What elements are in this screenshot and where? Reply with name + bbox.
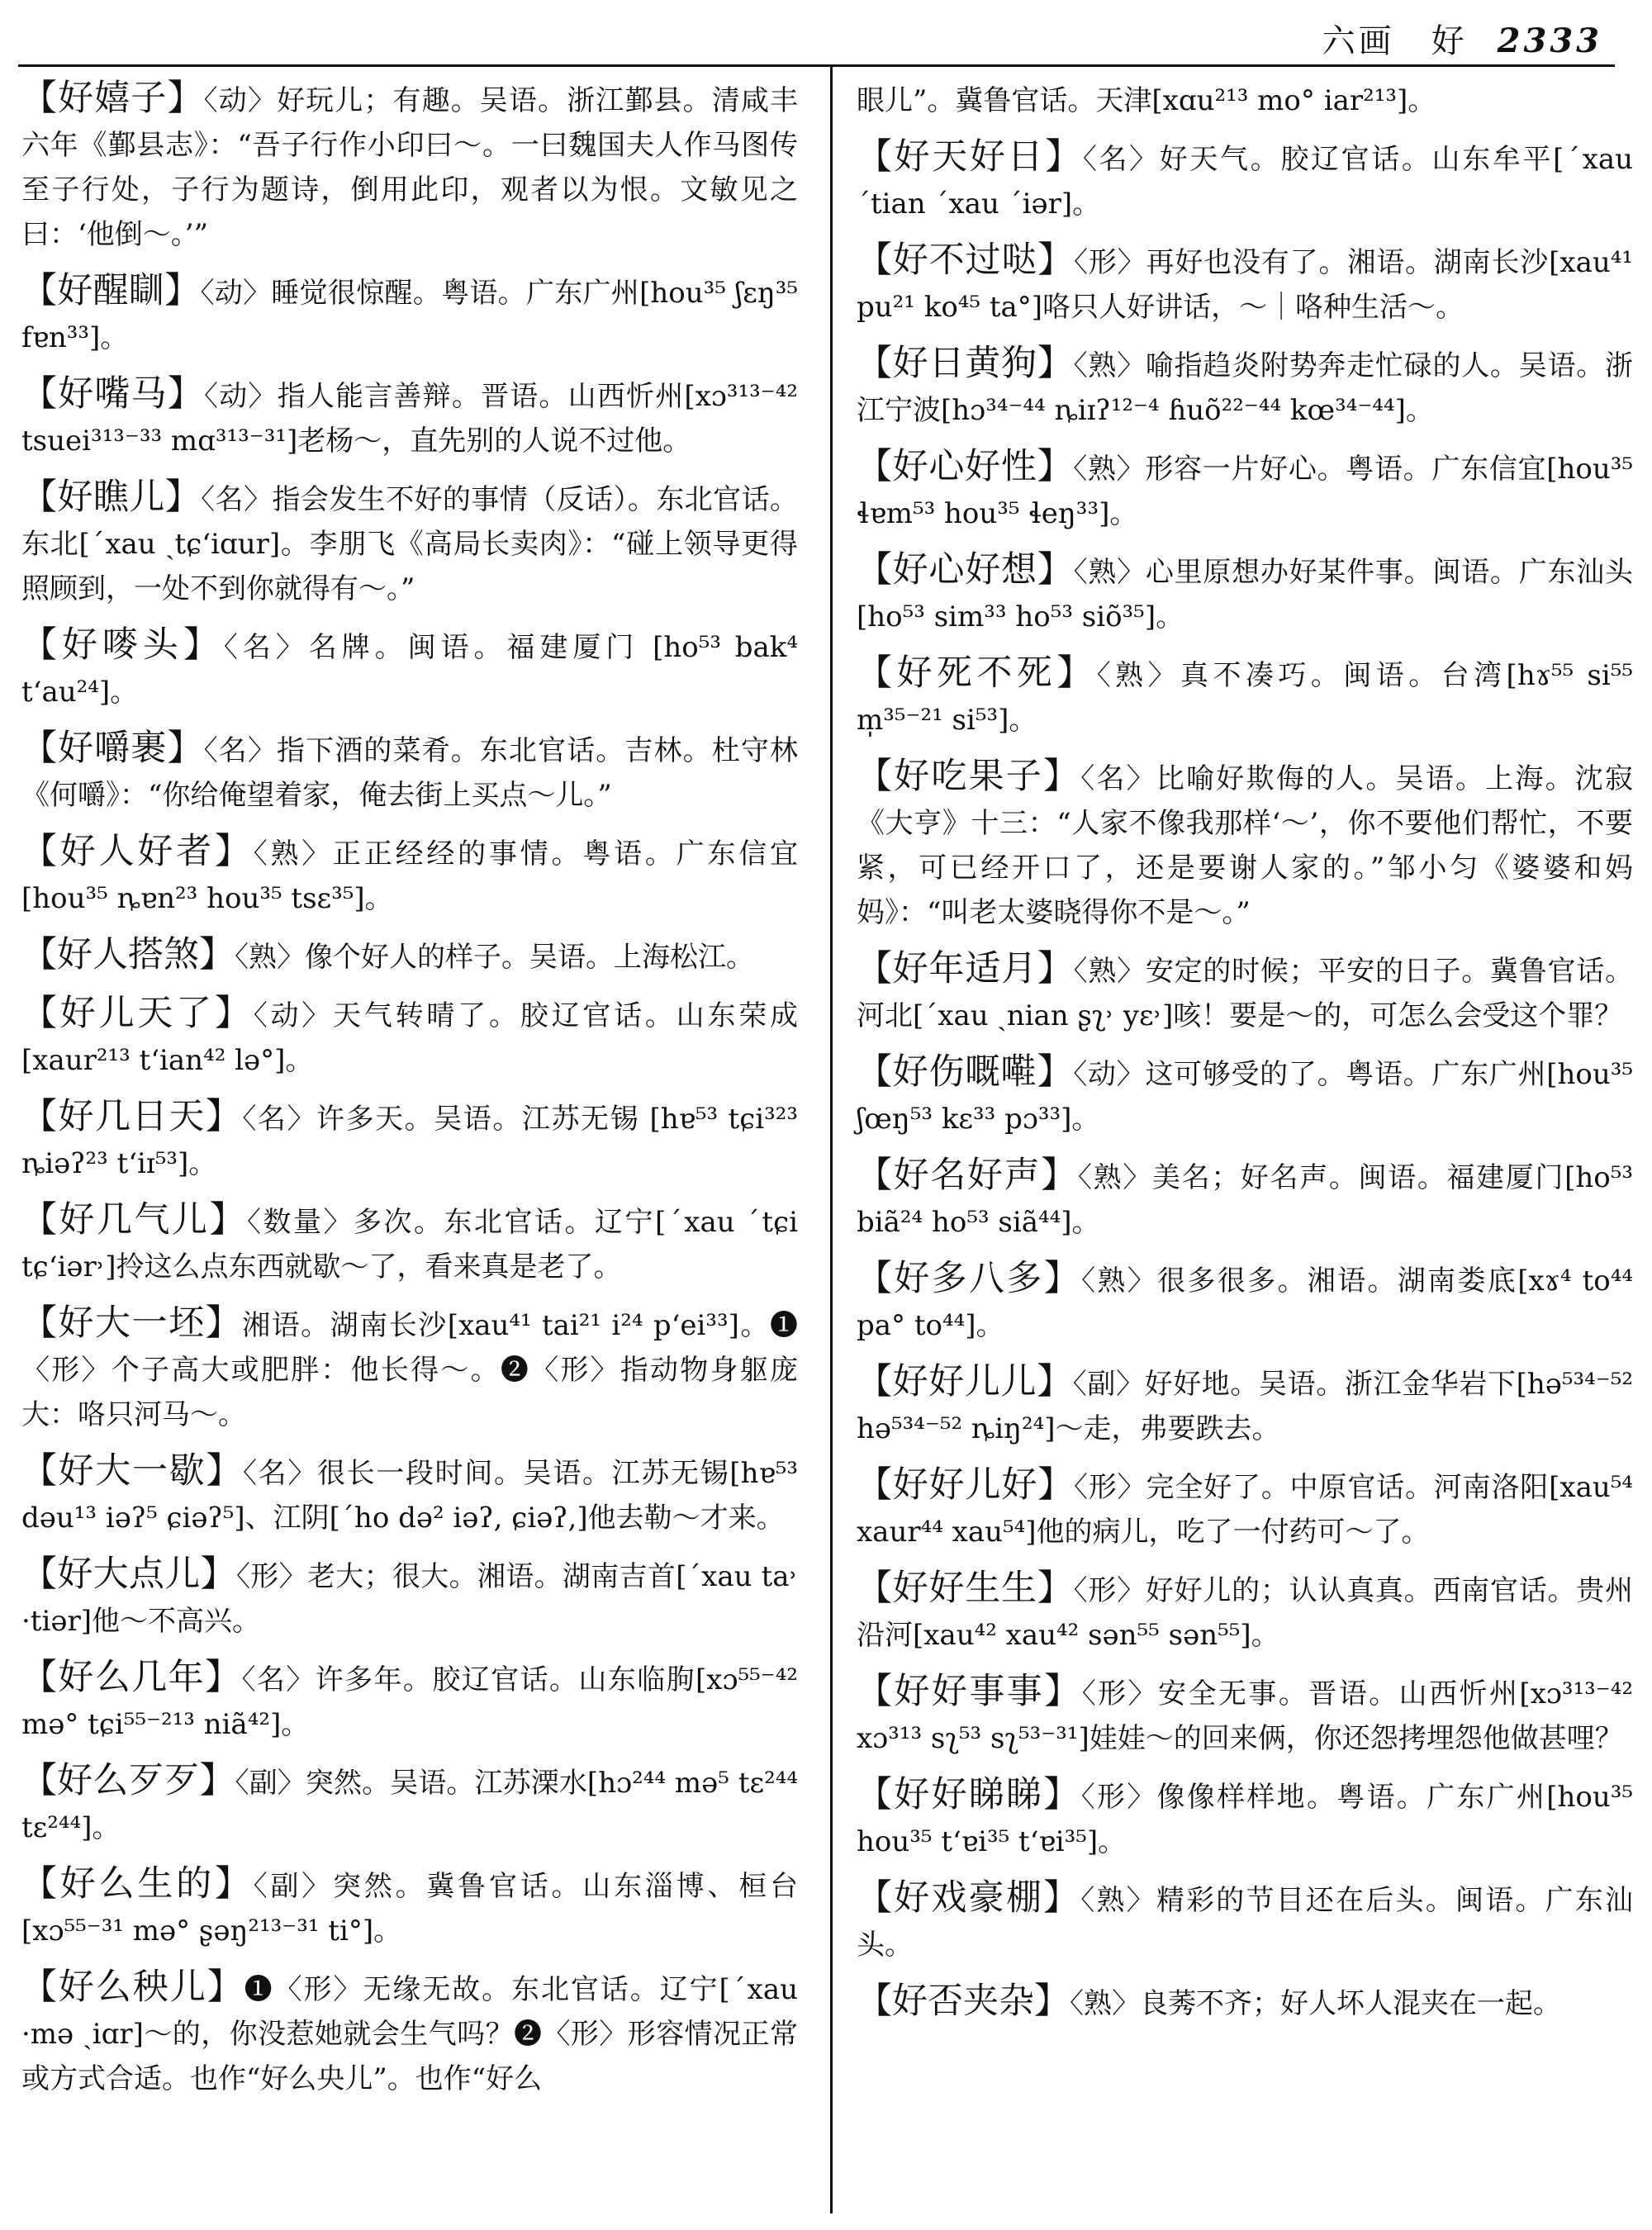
dict-entry	[21, 1301, 798, 1437]
dict-entry	[21, 829, 798, 921]
definition: 〈副〉突然。吴语。江苏溧水[hɔ²⁴⁴ mə⁵ tɛ²⁴⁴ tɛ²⁴⁴]。	[21, 1767, 798, 1844]
dict-entry	[857, 1050, 1633, 1141]
dict-entry	[21, 1965, 798, 2101]
section-label: 六画 好	[1322, 22, 1468, 60]
headword: 【好好事事】	[857, 1671, 1082, 1712]
headword: 【好儿天了】	[21, 993, 254, 1034]
definition: 〈名〉指下酒的菜肴。东北官话。吉林。杜守林《何嚼》：“你给俺望着家，俺去街上买点～儿。”	[21, 734, 799, 812]
definition: 〈熟〉良莠不齐；好人坏人混夹在一起。	[1070, 1987, 1561, 2020]
dict-entry	[21, 1655, 798, 1747]
headword: 【好么秧儿】	[21, 1967, 244, 2008]
definition: 〈动〉这可够受的了。粤语。广东广州[hou³⁵ ʃœŋ⁵³ kɛ³³ pɔ³³]。	[857, 1058, 1633, 1136]
headword: 【好人好者】	[21, 831, 254, 872]
headword: 【好大一歇】	[21, 1450, 243, 1492]
dict-entry	[857, 1876, 1633, 1967]
definition: 〈熟〉形容一片好心。粤语。广东信宜[hou³⁵ ɬɐm⁵³ hou³⁵ ɬeŋ³³]。	[857, 453, 1633, 530]
dict-entry	[857, 238, 1633, 330]
dict-entry	[21, 76, 798, 257]
dict-entry	[857, 1669, 1633, 1761]
dict-entry	[21, 1198, 798, 1289]
dict-entry	[857, 76, 1633, 123]
dict-entry	[21, 991, 798, 1083]
dict-entry	[21, 1758, 798, 1850]
definition: 〈形〉完全好了。中原官话。河南洛阳[xau⁵⁴ xaur⁴⁴ xau⁵⁴]他的病儿，吃了一付药可～了。	[857, 1471, 1634, 1549]
headword: 【好心好想】	[857, 549, 1074, 591]
definition: 〈形〉好好儿的；认认真真。西南官话。贵州沿河[xau⁴² xau⁴² sən⁵⁵ sən⁵⁵]。	[857, 1574, 1634, 1652]
headword: 【好瞧儿】	[21, 477, 202, 518]
dict-entry	[857, 651, 1633, 743]
dict-entry	[21, 623, 798, 714]
headword: 【好名好声】	[857, 1155, 1078, 1196]
dict-entry	[21, 372, 798, 463]
definition: 〈名〉许多天。吴语。江苏无锡 [hɐ⁵³ tɕi³²³ ȵiəʔ²³ tʻiɪ⁵³]。	[21, 1103, 799, 1180]
dict-entry	[21, 475, 798, 611]
dict-entry	[857, 548, 1633, 639]
definition: 〈动〉指人能言善辩。晋语。山西忻州[xɔ³¹³⁻⁴² tsuei³¹³⁻³³ mɑ³¹³⁻³¹]老杨～，直先别的人说不过他。	[21, 380, 799, 458]
dict-entry	[21, 1094, 798, 1186]
dict-entry	[857, 444, 1633, 536]
definition: 〈名〉指会发生不好的事情（反话）。东北官话。东北[ˊxau ˏtɕʻiɑur]。李朋飞《高局长卖肉》：“碰上领导更得照顾到，一处不到你就得有～。”	[21, 483, 799, 605]
definition: 眼儿”。冀鲁官话。天津[xɑu²¹³ mo° iar²¹³]。	[857, 84, 1436, 117]
headword: 【好好儿好】	[857, 1464, 1074, 1506]
headword: 【好多八多】	[857, 1258, 1082, 1299]
dict-entry	[857, 1359, 1633, 1451]
definition: 〈熟〉精彩的节目还在后头。闽语。广东汕头。	[857, 1884, 1633, 1962]
definition: 〈名〉好天气。胶辽官话。山东牟平[ˊxau ˊtian ˊxau ˊiər]。	[857, 143, 1634, 221]
dict-entry	[857, 341, 1633, 433]
headword: 【好几气儿】	[21, 1199, 247, 1241]
headword: 【好么歹歹】	[21, 1760, 235, 1801]
dict-entry	[21, 932, 798, 980]
right-column	[857, 76, 1633, 2038]
definition: ❶〈形〉无缘无故。东北官话。辽宁[ˊxau ·mə ˏiɑr]～的，你没惹她就会生气吗？❷〈形〉形容情况正常或方式合适。也作“好么央儿”。也作“好么	[21, 1973, 799, 2095]
definition: 〈数量〉多次。东北官话。辽宁[ˊxau ˊtɕi tɕʻiər˒]拎这么点东西就歇～了，看来真是老了。	[21, 1206, 798, 1283]
header-rule	[18, 64, 1615, 67]
definition: 〈熟〉心里原想办好某件事。闽语。广东汕头[ho⁵³ sim³³ ho⁵³ siõ³⁵]。	[857, 556, 1634, 633]
definition: 〈副〉好好地。吴语。浙江金华岩下[hə⁵³⁴⁻⁵² hə⁵³⁴⁻⁵² ȵiŋ²⁴]～走，弗要跌去。	[857, 1368, 1633, 1445]
definition: 〈名〉比喻好欺侮的人。吴语。上海。沈寂《大亨》十三：“人家不像我那样‘～’，你不要他们帮忙，不要紧，可已经开口了，还是要谢人家的。”邹小匀《婆婆和妈妈》：“叫老太婆晓得你不是～。”	[857, 762, 1633, 929]
headword: 【好么几年】	[21, 1657, 242, 1698]
headword: 【好好生生】	[857, 1568, 1074, 1609]
headword: 【好大点儿】	[21, 1554, 236, 1595]
dict-entry	[857, 1566, 1633, 1658]
definition: 〈动〉睡觉很惊醒。粤语。广东广州[hou³⁵ ʃɛŋ³⁵ fɐn³³]。	[21, 277, 798, 354]
headword: 【好死不死】	[857, 652, 1097, 694]
dict-entry	[21, 1449, 798, 1540]
headword: 【好心好性】	[857, 446, 1074, 487]
definition: 〈熟〉很多很多。湘语。湖南娄底[xɤ⁴ to⁴⁴ pa° to⁴⁴]。	[857, 1264, 1633, 1342]
page-header	[1322, 15, 1602, 62]
definition: 〈名〉许多年。胶辽官话。山东临朐[xɔ⁵⁵⁻⁴² mə° tɕi⁵⁵⁻²¹³ niã⁴²]。	[21, 1663, 798, 1741]
definition: 〈熟〉美名；好名声。闽语。福建厦门[ho⁵³ biã²⁴ ho⁵³ siã⁴⁴]。	[857, 1161, 1634, 1239]
headword: 【好嘴马】	[21, 373, 205, 415]
definition: 〈名〉很长一段时间。吴语。江苏无锡[hɐ⁵³ dəu¹³ iəʔ⁵ ɕiəʔ⁵]、江阴[ˊho də² iəʔ, ɕiəʔ,]他去勒～才来。	[21, 1457, 798, 1535]
definition: 湘语。湖南长沙[xau⁴¹ tai²¹ i²⁴ pʻei³³]。❶〈形〉个子高大或肥胖：他长得～。❷〈形〉指动物身躯庞大：咯只河马～。	[21, 1309, 798, 1431]
headword: 【好么生的】	[21, 1863, 254, 1905]
headword: 【好大一坯】	[21, 1302, 243, 1344]
dict-entry	[857, 1463, 1633, 1554]
headword: 【好醒瞓】	[21, 270, 201, 311]
definition: 〈熟〉像个好人的样子。吴语。上海松江。	[235, 941, 754, 974]
definition: 〈形〉像像样样地。粤语。广东广州[hou³⁵ hou³⁵ tʻɐi³⁵ tʻɐi³⁵]。	[857, 1781, 1634, 1858]
dict-entry	[21, 1862, 798, 1953]
dict-entry	[857, 754, 1633, 935]
headword: 【好否夹杂】	[857, 1981, 1070, 2022]
definition: 〈动〉天气转晴了。胶辽官话。山东荣成[xaur²¹³ tʻian⁴² lə°]。	[21, 999, 799, 1077]
definition: 〈副〉突然。冀鲁官话。山东淄博、桓台[xɔ⁵⁵⁻³¹ mə° ʂəŋ²¹³⁻³¹ ti°]。	[21, 1870, 799, 1948]
headword: 【好戏豪棚】	[857, 1877, 1081, 1919]
dict-entry	[21, 726, 798, 818]
left-column	[21, 76, 798, 2113]
dict-entry	[857, 135, 1633, 226]
headword: 【好嚼裹】	[21, 728, 204, 769]
definition: 〈形〉再好也没有了。湘语。湖南长沙[xau⁴¹ pu²¹ ko⁴⁵ ta°]咯只人好讲话，～｜咯种生活～。	[857, 246, 1634, 324]
dict-entry	[857, 1772, 1633, 1864]
definition: 〈名〉名牌。闽语。福建厦门 [ho⁵³ bak⁴ tʻau²⁴]。	[21, 631, 798, 709]
headword: 【好好睇睇】	[857, 1774, 1081, 1815]
definition: 〈熟〉喻指趋炎附势奔走忙碌的人。吴语。浙江宁波[hɔ³⁴⁻⁴⁴ ȵiɪʔ¹²⁻⁴ ɦuõ²²⁻⁴⁴ kœ³⁴⁻⁴⁴]。	[857, 349, 1634, 427]
headword: 【好年适月】	[857, 948, 1074, 989]
headword: 【好好儿儿】	[857, 1361, 1073, 1402]
dict-entry	[857, 1153, 1633, 1245]
definition: 〈熟〉正正经经的事情。粤语。广东信宜[hou³⁵ ȵɐn²³ hou³⁵ tsɛ³⁵]。	[21, 837, 799, 915]
dict-entry	[21, 1552, 798, 1644]
dict-entry	[857, 1979, 1633, 2026]
definition: 〈形〉安全无事。晋语。山西忻州[xɔ³¹³⁻⁴² xɔ³¹³ sʅ⁵³ sʅ⁵³⁻³¹]娃娃～的回来俩，你还怨拷埋怨他做甚哩？	[857, 1677, 1634, 1755]
dict-entry	[857, 947, 1633, 1038]
headword: 【好日黄狗】	[857, 343, 1074, 384]
headword: 【好嘜头】	[21, 624, 224, 666]
headword: 【好吃果子】	[857, 756, 1081, 797]
dict-entry	[21, 268, 798, 360]
headword: 【好人搭煞】	[21, 934, 235, 975]
headword: 【好嬉子】	[21, 78, 204, 119]
headword: 【好天好日】	[857, 136, 1083, 178]
definition: 〈熟〉安定的时候；平安的日子。冀鲁官话。河北[ˊxau ˏnian ʂʅ˒ yɛ˒]咳！要是～的，可怎么会受这个罪？	[857, 955, 1634, 1032]
definition: 〈动〉好玩儿；有趣。吴语。浙江鄞县。清咸丰六年《鄞县志》：“吾子行作小印曰～。一曰魏国夫人作马图传至子行处，子行为题诗，倒用此印，观者以为恨。文敏见之曰：‘他倒～。’”	[21, 84, 799, 251]
definition: 〈熟〉真不凑巧。闽语。台湾[hɤ⁵⁵ si⁵⁵ m̩³⁵⁻²¹ si⁵³]。	[857, 659, 1633, 737]
page-number: 2333	[1497, 21, 1602, 60]
column-divider	[830, 66, 833, 2213]
headword: 【好不过哒】	[857, 240, 1074, 281]
dict-entry	[857, 1256, 1633, 1348]
headword: 【好伤嘅嚡】	[857, 1051, 1074, 1093]
definition: 〈形〉老大；很大。湘语。湖南吉首[ˊxau ta˒ ·tiər]他～不高兴。	[21, 1560, 798, 1638]
headword: 【好几日天】	[21, 1096, 243, 1137]
